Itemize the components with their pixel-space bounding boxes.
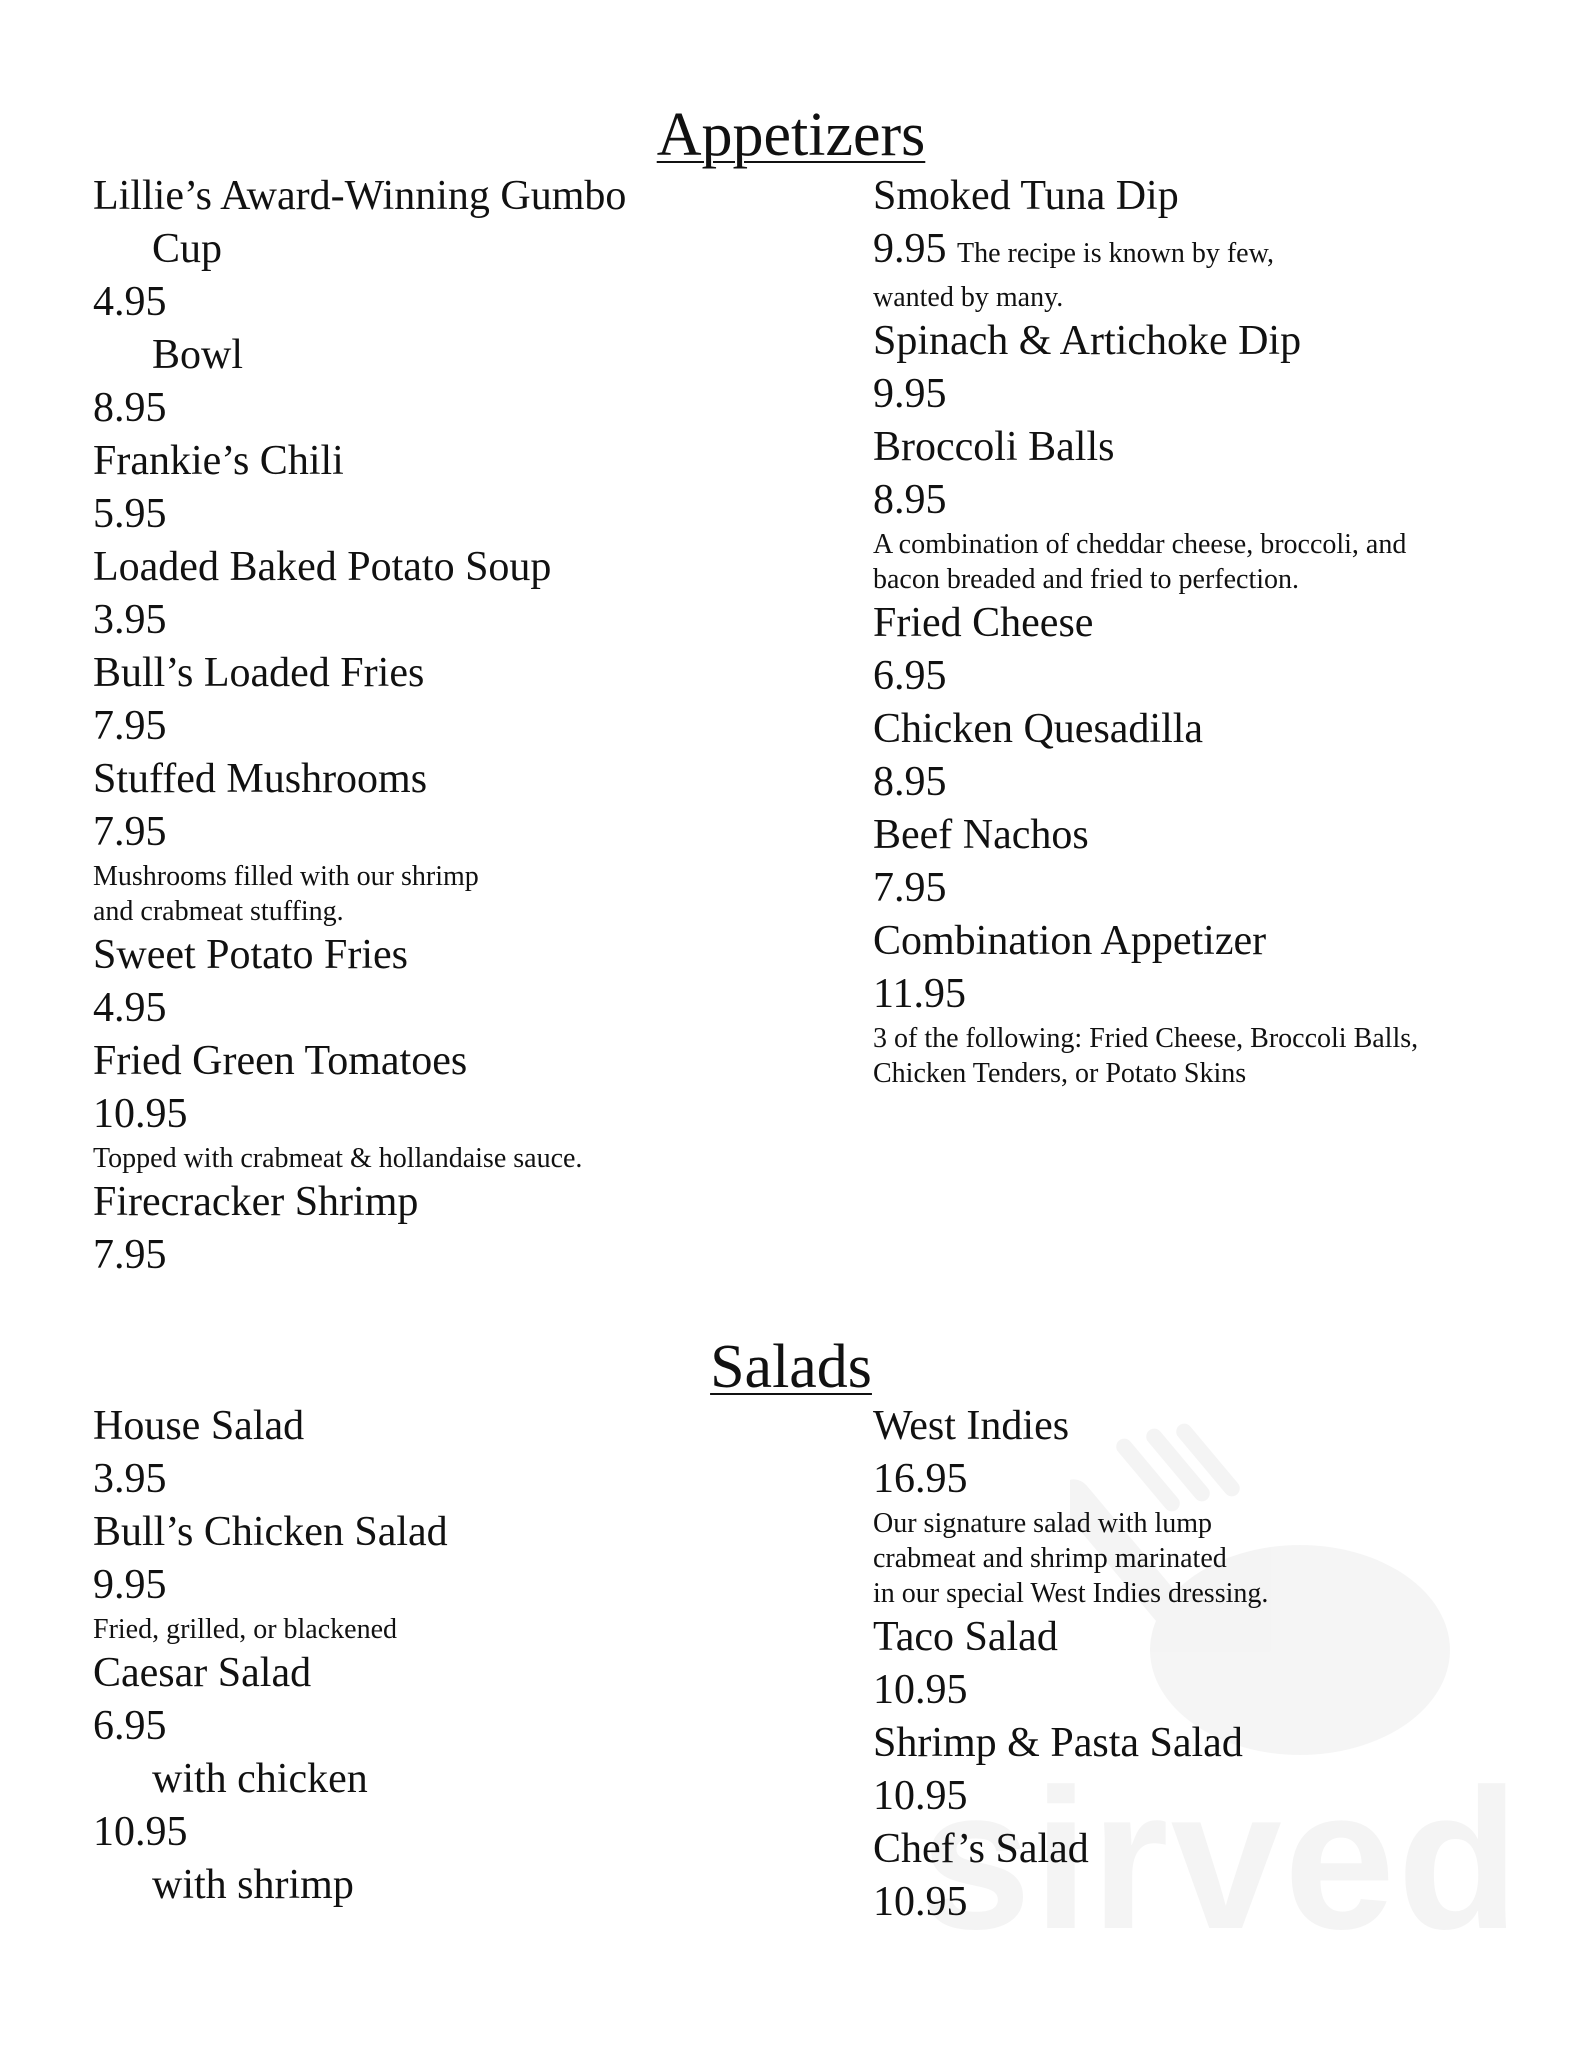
item-price-value: 16.95 [873,1456,968,1502]
item-description-line: in our special West Indies dressing. [873,1578,1269,1609]
item-description: The recipe is known by few, [957,238,1274,269]
item-price [873,1664,1268,1717]
item-price-value: 8.95 [93,385,167,431]
menu-item [873,1400,1268,1611]
menu-item [93,1176,626,1282]
item-name: Smoked Tuna Dip [873,173,1179,219]
item-price [93,1229,626,1282]
item-price [873,968,1418,1021]
item-price [93,276,626,329]
item-name: Lillie’s Award-Winning Gumbo [93,173,627,219]
item-price [93,982,626,1035]
item-name: Shrimp & Pasta Salad [873,1720,1243,1766]
item-price [873,368,1418,421]
item-price [93,1453,448,1506]
item-description-line: Our signature salad with lump [873,1508,1213,1539]
item-price [93,1559,448,1612]
item-description-line: 3 of the following: Fried Cheese, Broccoli Balls, [873,1023,1419,1054]
menu-item [873,421,1418,597]
item-price-value: 8.95 [873,477,947,523]
item-name: with shrimp [152,1862,354,1908]
item-price-value: 10.95 [873,1879,968,1925]
item-price-value: 10.95 [873,1667,968,1713]
item-name: Spinach & Artichoke Dip [873,318,1302,364]
menu-item [93,435,626,541]
menu-item [93,1753,448,1859]
item-price-value: 9.95 [873,226,947,272]
item-name: Bowl [152,332,244,378]
item-price [873,756,1418,809]
menu-item [93,647,626,753]
item-price-value: 9.95 [93,1562,167,1608]
item-price-value: 9.95 [873,371,947,417]
menu-item [93,1647,448,1753]
menu-item [93,223,626,329]
item-price-value: 7.95 [93,1232,167,1278]
item-description-line: Topped with crabmeat & hollandaise sauce. [93,1143,583,1174]
item-price-value: 4.95 [93,279,167,325]
menu-item [93,1035,626,1176]
salads-left-column [93,1400,448,1912]
item-price [93,1806,448,1859]
menu-item [873,1823,1268,1929]
item-name: Taco Salad [873,1614,1058,1660]
menu-item [93,1400,448,1506]
menu-item [93,170,626,223]
item-price-value: 3.95 [93,597,167,643]
item-price [873,1876,1268,1929]
item-name: Bull’s Chicken Salad [93,1509,448,1555]
item-price-value: 4.95 [93,985,167,1031]
item-name: Broccoli Balls [873,424,1115,470]
item-price [93,806,626,859]
item-description-line: and crabmeat stuffing. [93,896,344,927]
menu-item [93,541,626,647]
appetizers-right-column [873,170,1418,1091]
item-name: Chicken Quesadilla [873,706,1204,752]
item-name: Frankie’s Chili [93,438,344,484]
item-price [873,1770,1268,1823]
menu-item [873,315,1418,421]
item-name: House Salad [93,1403,305,1449]
menu-item [93,1859,448,1912]
item-price-value: 11.95 [873,971,966,1017]
item-name: Fried Cheese [873,600,1094,646]
item-price [873,650,1418,703]
item-price-value: 7.95 [93,809,167,855]
item-name: Loaded Baked Potato Soup [93,544,552,590]
salads-title: Salads [710,1333,872,1401]
item-name: Beef Nachos [873,812,1089,858]
item-price-value: 7.95 [93,703,167,749]
item-name: Bull’s Loaded Fries [93,650,425,696]
menu-item [93,753,626,929]
item-description-line: Mushrooms filled with our shrimp [93,861,479,892]
item-price [93,488,626,541]
menu-item [873,1717,1268,1823]
menu-item [873,1611,1268,1717]
item-name: Caesar Salad [93,1650,312,1696]
appetizers-title: Appetizers [656,101,926,169]
menu-item [93,929,626,1035]
item-description-line: bacon breaded and fried to perfection. [873,564,1300,595]
item-price-value: 6.95 [873,653,947,699]
item-price-value: 8.95 [873,759,947,805]
appetizers-left-column [93,170,626,1282]
menu-item [93,1506,448,1647]
item-name: Cup [152,226,223,272]
menu-item [873,915,1418,1091]
item-price [873,862,1418,915]
item-name: West Indies [873,1403,1070,1449]
item-price-value: 6.95 [93,1703,167,1749]
menu-item [873,597,1418,703]
item-description-line: Chicken Tenders, or Potato Skins [873,1058,1247,1089]
item-price [93,1700,448,1753]
menu-item [873,703,1418,809]
item-name: Fried Green Tomatoes [93,1038,468,1084]
item-name: Stuffed Mushrooms [93,756,428,802]
item-price [93,382,626,435]
item-price [93,594,626,647]
item-price [93,700,626,753]
item-price [93,1088,626,1141]
menu-item [873,170,1418,315]
item-price-value: 3.95 [93,1456,167,1502]
item-description-line: crabmeat and shrimp marinated [873,1543,1227,1574]
item-price [873,223,1418,280]
item-name: Sweet Potato Fries [93,932,408,978]
item-name: with chicken [152,1756,368,1802]
item-name: Firecracker Shrimp [93,1179,419,1225]
item-description-line: A combination of cheddar cheese, broccoli, and [873,529,1407,560]
item-price-value: 5.95 [93,491,167,537]
item-price [873,474,1418,527]
menu-item [93,329,626,435]
item-price-value: 10.95 [873,1773,968,1819]
item-price [873,1453,1268,1506]
item-name: Combination Appetizer [873,918,1267,964]
salads-right-column [873,1400,1268,1929]
item-description-line: Fried, grilled, or blackened [93,1614,398,1645]
item-price-value: 10.95 [93,1809,188,1855]
item-name: Chef’s Salad [873,1826,1089,1872]
item-price-value: 10.95 [93,1091,188,1137]
item-description-line: wanted by many. [873,282,1064,313]
item-price-value: 7.95 [873,865,947,911]
menu-item [873,809,1418,915]
